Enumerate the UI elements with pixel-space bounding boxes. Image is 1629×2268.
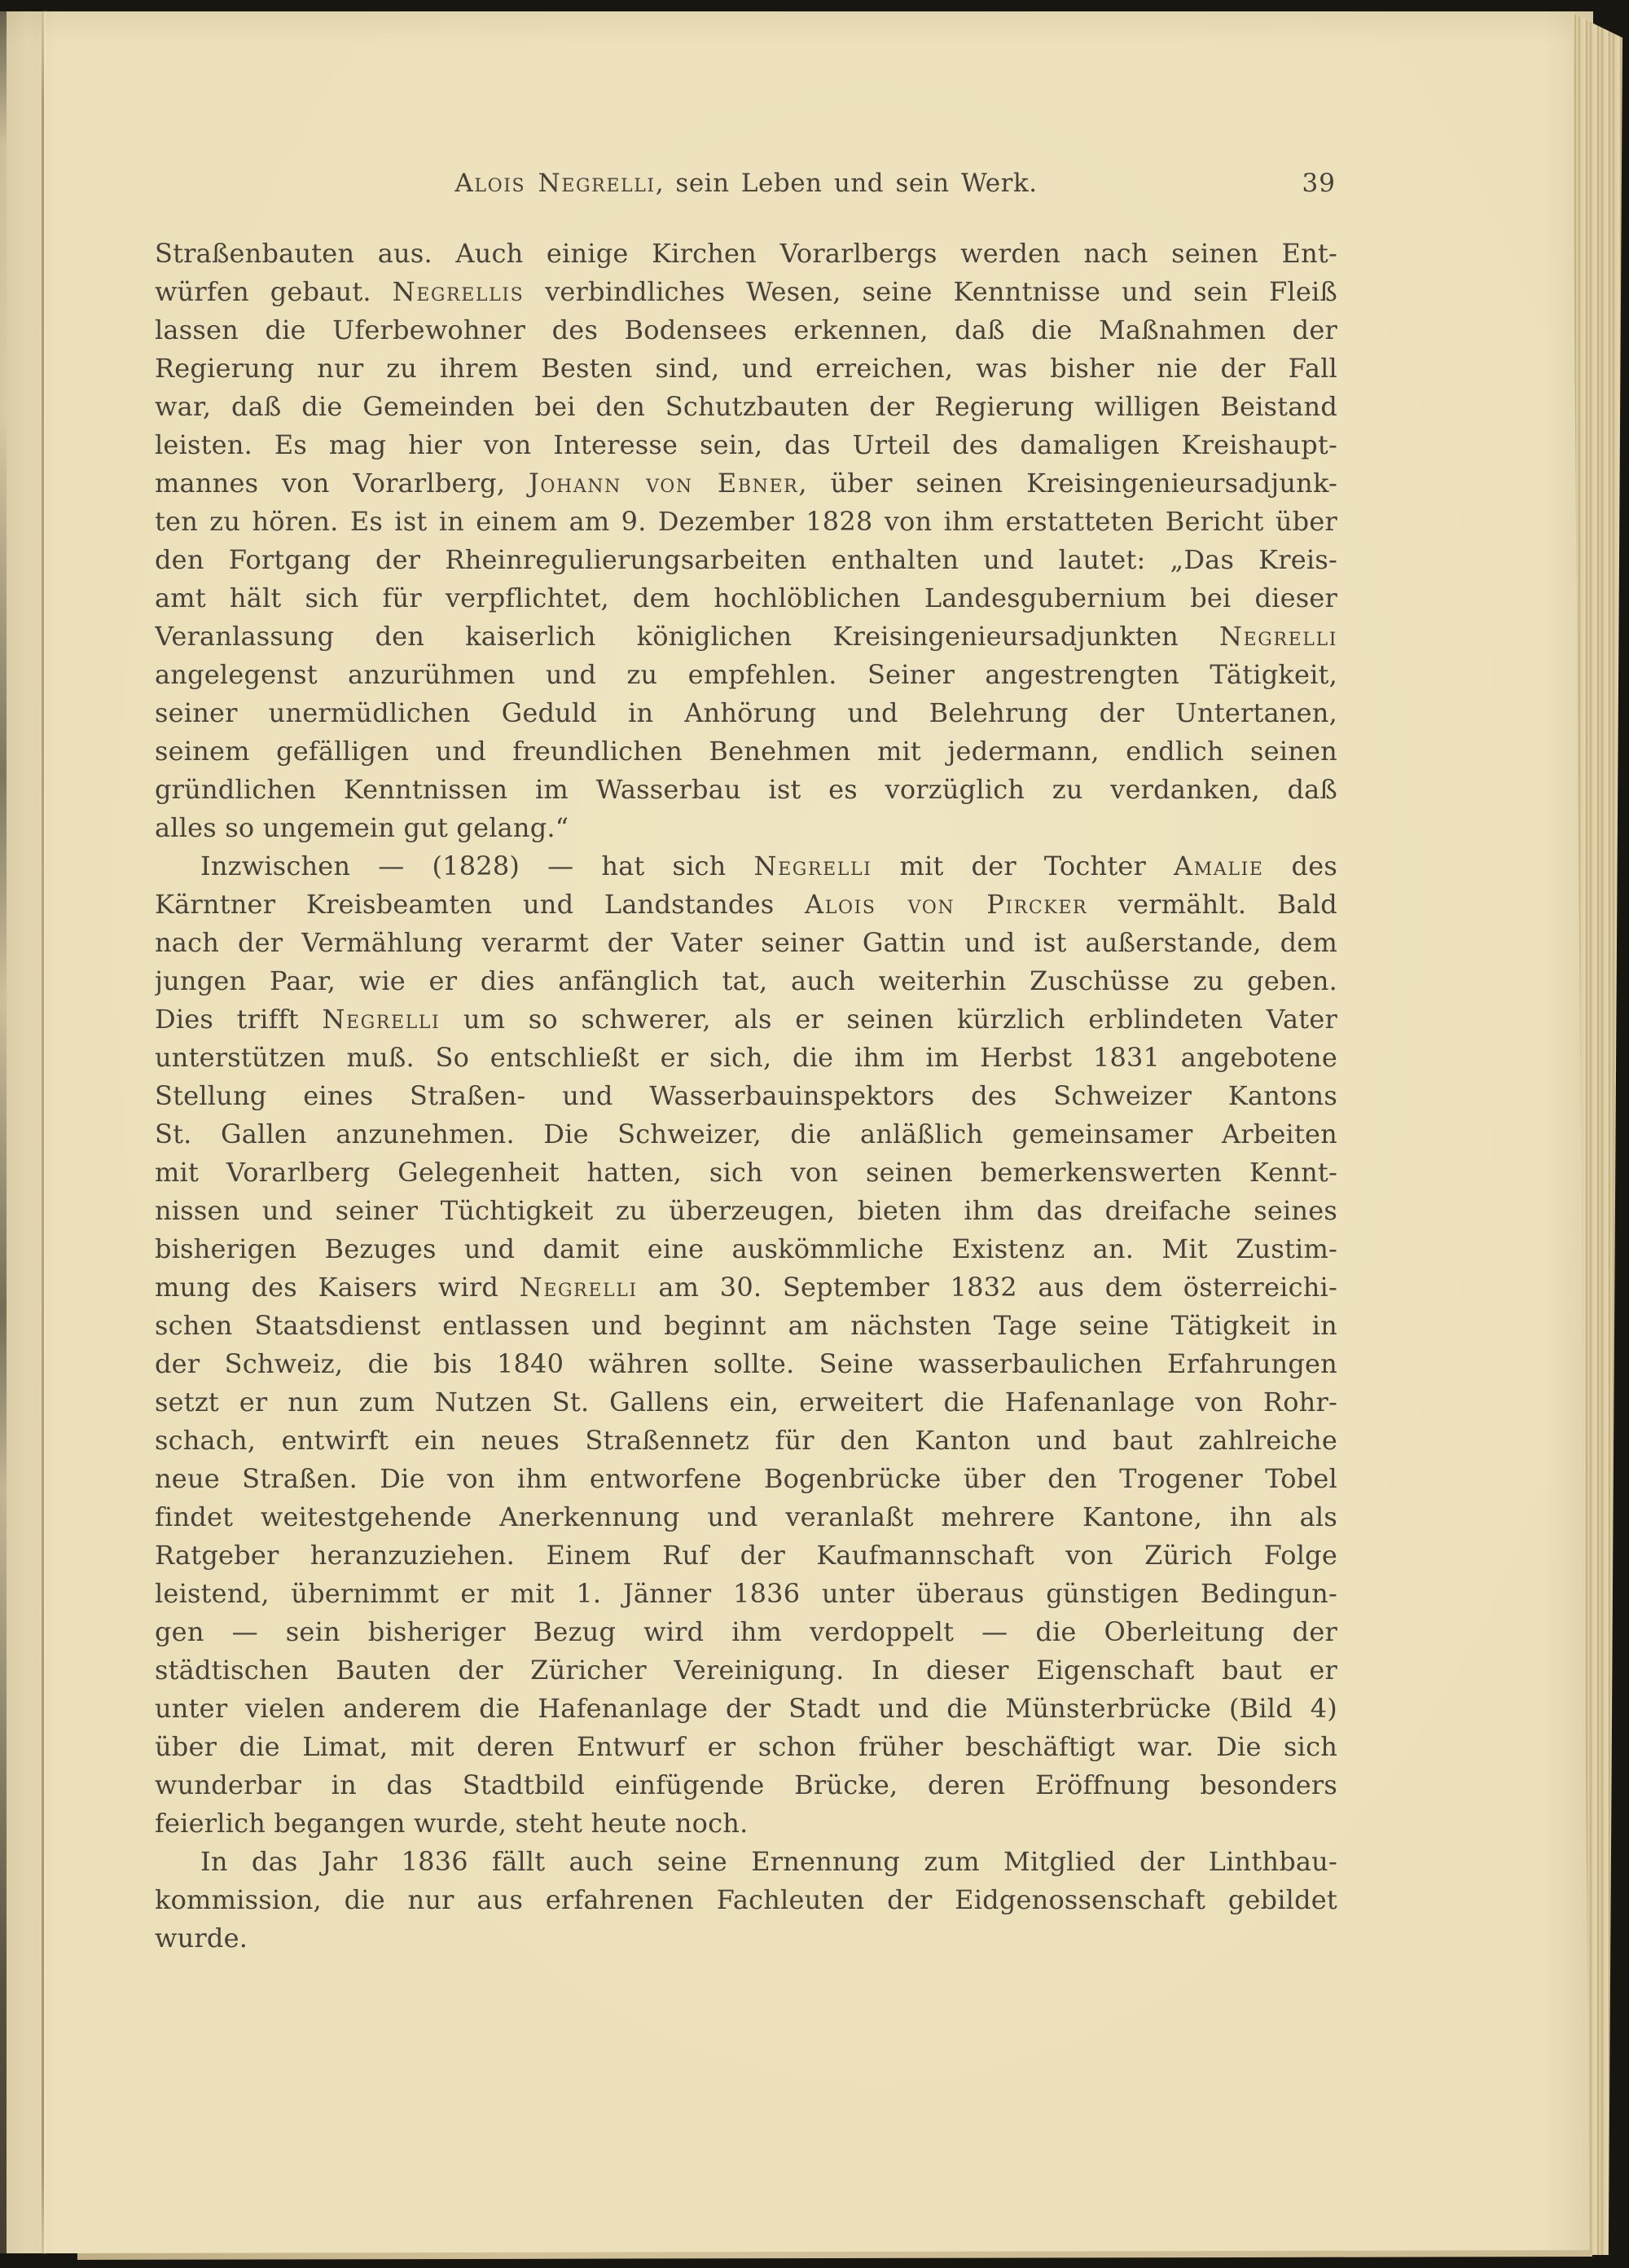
text-line: gen — sein bisheriger Bezug wird ihm verdoppelt — die Oberleitung der [155,1616,1337,1647]
text-line: Stellung eines Straßen- und Wasserbauinspektors des Schweizer Kantons [155,1080,1337,1111]
text-line: wunderbar in das Stadtbild einfügende Brücke, deren Eröffnung besonders [155,1769,1337,1800]
text-line: gründlichen Kenntnissen im Wasserbau ist es vorzüglich zu verdanken, daß [155,774,1337,805]
text-line: seiner unermüdlichen Geduld in Anhörung und Belehrung der Untertanen, [155,697,1337,728]
text-line: war, daß die Gemeinden bei den Schutzbauten der Regierung willigen Beistand [155,391,1337,422]
text-line: mit Vorarlberg Gelegenheit hatten, sich von seinen bemerkenswerten Kennt- [155,1157,1337,1188]
text-line: alles so ungemein gut gelang.“ [155,812,569,843]
text-line: würfen gebaut. Negrellis verbindliches Wesen, seine Kenntnisse und sein Fleiß [155,276,1337,307]
text-line: kommission, die nur aus erfahrenen Fachleuten der Eidgenossenschaft gebildet [155,1884,1337,1915]
text-line: der Schweiz, die bis 1840 währen sollte. Seine wasserbaulichen Erfahrungen [155,1348,1337,1379]
text-line: findet weitestgehende Anerkennung und veranlaßt mehrere Kantone, ihn als [155,1501,1337,1532]
running-head [155,167,1337,200]
text-line: unter vielen anderem die Hafenanlage der Stadt und die Münsterbrücke (Bild 4) [155,1693,1337,1724]
text-line: städtischen Bauten der Züricher Vereinigung. In dieser Eigenschaft baut er [155,1655,1337,1686]
text-line: angelegenst anzurühmen und zu empfehlen. Seiner angestrengten Tätigkeit, [155,659,1337,690]
page-number: 39 [1302,169,1336,198]
text-line: St. Gallen anzunehmen. Die Schweizer, die anläßlich gemeinsamer Arbeiten [155,1119,1337,1149]
text-line: nissen und seiner Tüchtigkeit zu überzeugen, bieten ihm das dreifache seines [155,1195,1337,1226]
text-line: Straßenbauten aus. Auch einige Kirchen Vorarlbergs werden nach seinen Ent- [155,238,1337,269]
text-line: In das Jahr 1836 fällt auch seine Ernennung zum Mitglied der Linthbau- [200,1846,1337,1877]
text-line: mannes von Vorarlberg, Johann von Ebner, über seinen Kreisingenieursadjunk- [155,468,1337,499]
text-line: seinem gefälligen und freundlichen Benehmen mit jedermann, endlich seinen [155,736,1337,767]
text-line: Regierung nur zu ihrem Besten sind, und erreichen, was bisher nie der Fall [155,353,1337,384]
text-line: amt hält sich für verpflichtet, dem hochlöblichen Landesgubernium bei dieser [155,582,1337,613]
text-line: Dies trifft Negrelli um so schwerer, als er seinen kürzlich erblindeten Vater [155,1004,1337,1035]
page-title-rest: , sein Leben und sein Werk. [655,169,1038,198]
text-line: setzt er nun zum Nutzen St. Gallens ein, erweitert die Hafenanlage von Rohr- [155,1387,1337,1418]
text-line: bisherigen Bezuges und damit eine auskömmliche Existenz an. Mit Zustim- [155,1233,1337,1264]
left-edge-shadow [0,11,7,2253]
text-line: den Fortgang der Rheinregulierungsarbeiten enthalten und lautet: „Das Kreis- [155,544,1337,575]
text-line: über die Limat, mit deren Entwurf er schon früher beschäftigt war. Die sich [155,1731,1337,1762]
body-text [155,235,1337,1958]
text-line: schach, entwirft ein neues Straßennetz für den Kanton und baut zahlreiche [155,1425,1337,1456]
text-line: Kärntner Kreisbeamten und Landstandes Alois von Pircker vermählt. Bald [155,889,1337,920]
text-line: leistend, übernimmt er mit 1. Jänner 1836 unter überaus günstigen Bedingun- [155,1578,1337,1609]
text-line: lassen die Uferbewohner des Bodensees erkennen, daß die Maßnahmen der [155,314,1337,345]
text-line: feierlich begangen wurde, steht heute noch. [155,1808,749,1839]
text-line: jungen Paar, wie er dies anfänglich tat, auch weiterhin Zuschüsse zu geben. [155,965,1337,996]
binding-crease [42,11,44,2253]
text-line: Veranlassung den kaiserlich königlichen Kreisingenieursadjunkten Negrelli [155,621,1337,652]
text-line: Inzwischen — (1828) — hat sich Negrelli mit der Tochter Amalie des [200,850,1337,881]
text-line: ten zu hören. Es ist in einem am 9. Dezember 1828 von ihm erstatteten Bericht über [155,506,1337,537]
text-line: wurde. [155,1923,248,1954]
page-title-name: Alois Negrelli [454,169,656,198]
text-line: nach der Vermählung verarmt der Vater seiner Gattin und ist außerstande, dem [155,927,1337,958]
text-line: unterstützen muß. So entschließt er sich, die ihm im Herbst 1831 angebotene [155,1042,1337,1073]
text-line: schen Staatsdienst entlassen und beginnt am nächsten Tage seine Tätigkeit in [155,1310,1337,1341]
page-title [454,167,1037,200]
text-line: mung des Kaisers wird Negrelli am 30. September 1832 aus dem österreichi- [155,1272,1337,1303]
text-line: Ratgeber heranzuziehen. Einem Ruf der Kaufmannschaft von Zürich Folge [155,1540,1337,1571]
text-line: neue Straßen. Die von ihm entworfene Bogenbrücke über den Trogener Tobel [155,1463,1337,1494]
text-line: leisten. Es mag hier von Interesse sein, das Urteil des damaligen Kreishaupt- [155,429,1337,460]
